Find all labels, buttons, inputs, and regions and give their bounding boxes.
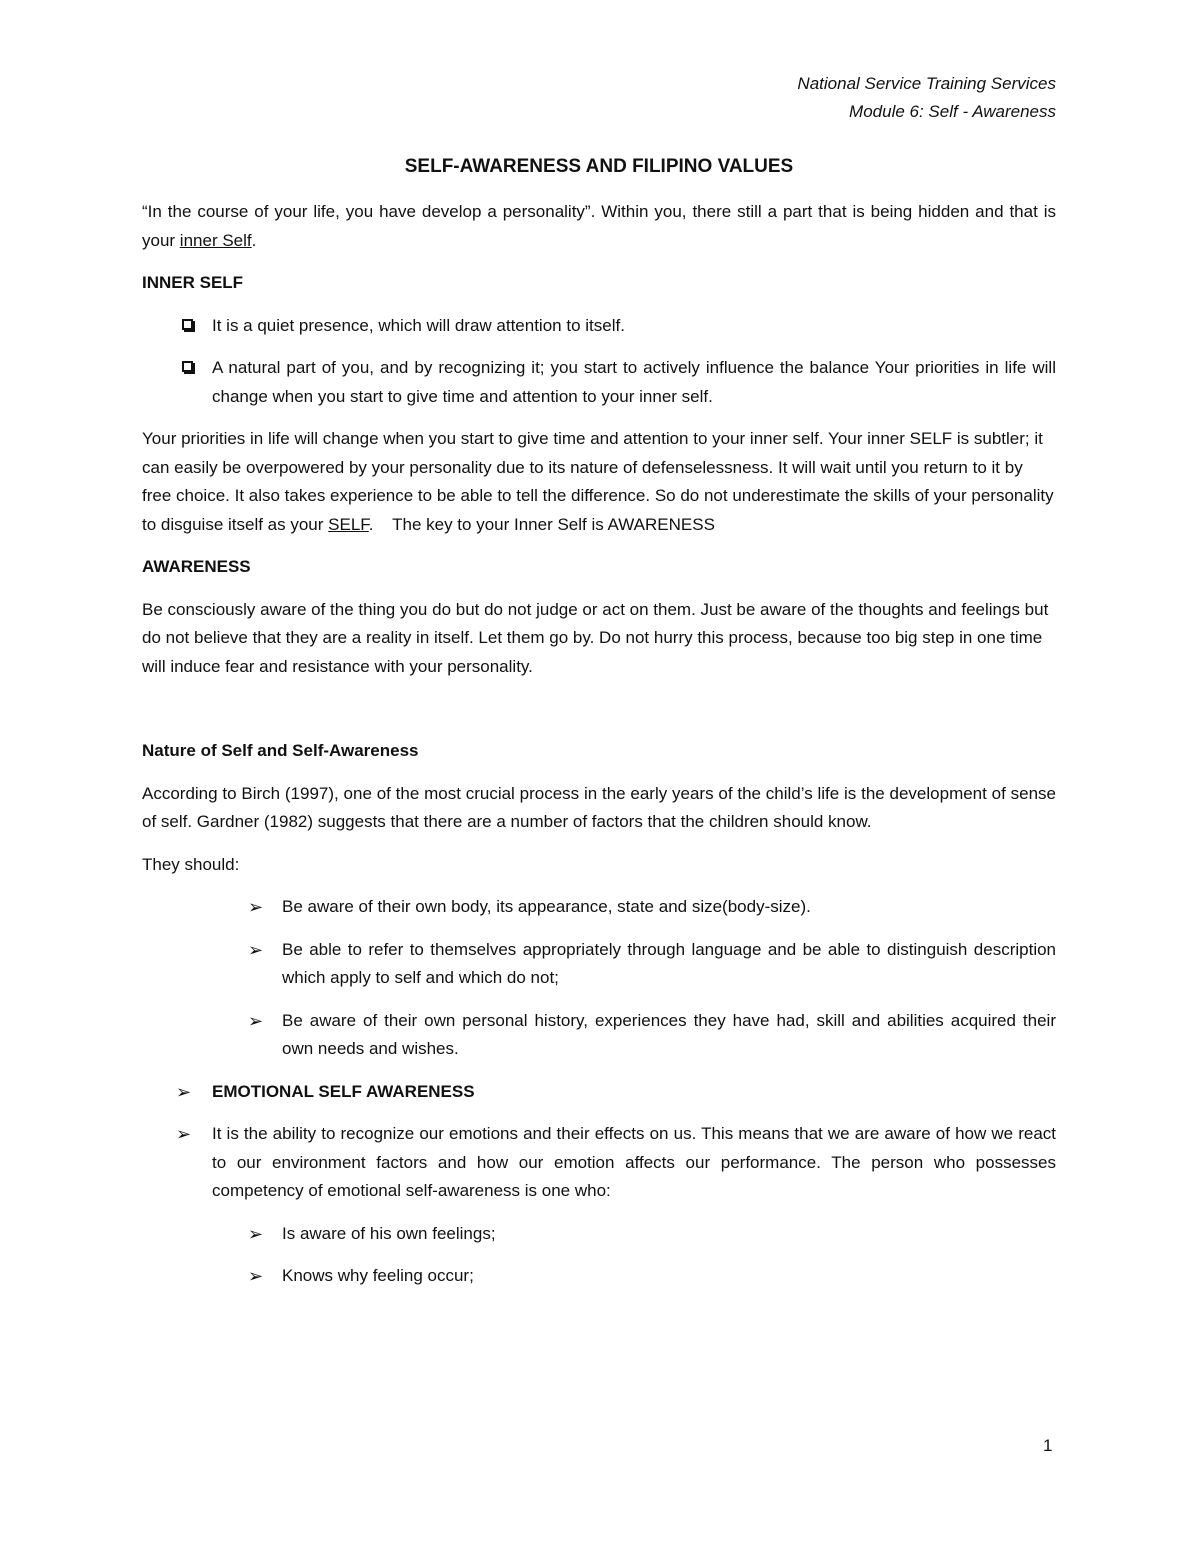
arrow-bullet-icon: ➢	[176, 1081, 192, 1102]
emotional-traits-list	[142, 1220, 1056, 1291]
children-should-list	[142, 893, 1056, 1064]
awareness-heading: AWARENESS	[142, 557, 251, 576]
arrow-bullet-icon: ➢	[176, 1124, 192, 1144]
nature-heading: Nature of Self and Self-Awareness	[142, 741, 419, 760]
nature-paragraph: According to Birch (1997), one of the most crucial process in the early years of the child’s life is the development of sense of self. Gardner (1982) suggests that there are a number of factors that the children should know.	[142, 783, 1056, 831]
inner-self-term: inner Self	[179, 230, 252, 250]
list-item-text: Is aware of his own feelings;	[282, 1223, 496, 1243]
list-item-text: Knows why feeling occur;	[282, 1266, 474, 1285]
arrow-bullet-icon: ➢	[248, 897, 264, 917]
list-item-text: It is a quiet presence, which will draw attention to itself.	[212, 315, 625, 335]
inner-self-heading: INNER SELF	[142, 273, 244, 292]
running-header	[142, 70, 1056, 126]
list-item	[142, 1120, 1056, 1206]
emotional-definition: It is the ability to recognize our emotions and their effects on us. This means that we are aware of how we react to our environment factors and how our emotion affects our performance. The person who possesses competency of emotional self-awareness is one who:	[212, 1124, 1056, 1200]
awareness-paragraph: Be consciously aware of the thing you do but do not judge or act on them. Just be aware of the thoughts and feelings but do not believe that they are a reality in itself. Let them go by. Do not hurry this process, because too big step in one time will induce fear and resistance with your personality.	[142, 599, 1049, 676]
inner-self-text-end: . The key to your Inner Self is AWARENESS	[368, 514, 715, 534]
intro-end: .	[251, 230, 257, 250]
intro-text: “In the course of your life, you have develop a personality”. Within you, there still a part that is being hidden and that is your	[142, 202, 1056, 250]
page-number: 1	[1043, 1436, 1053, 1455]
list-item	[142, 354, 1056, 411]
list-item	[142, 936, 1056, 993]
inner-self-list	[142, 312, 1056, 412]
list-item	[142, 1078, 1056, 1107]
list-item	[142, 1262, 1056, 1291]
list-item	[142, 893, 1056, 922]
document-title: SELF-AWARENESS AND FILIPINO VALUES	[404, 156, 794, 177]
list-item	[142, 1007, 1056, 1064]
emotional-heading: EMOTIONAL SELF AWARENESS	[212, 1081, 475, 1101]
they-should-label: They should:	[142, 854, 240, 874]
self-term: SELF	[328, 514, 369, 534]
document-page	[142, 70, 1056, 1305]
header-line-2: Module 6: Self - Awareness	[849, 102, 1056, 121]
inner-self-paragraph	[142, 425, 1056, 539]
checkbox-bullet-icon	[182, 361, 193, 372]
arrow-bullet-icon: ➢	[248, 1266, 264, 1286]
inner-self-text: Your priorities in life will change when you start to give time and attention to your inner self. Your inner SELF is subtler; it can easily be overpowered by your personality due to its nature of defenselessness. It will wait until you return to it by free choice. It also takes experience to be able to tell the difference. So do not underestimate the skills of your personality to disguise itself as your	[142, 429, 1054, 534]
list-item-text: Be aware of their own body, its appearance, state and size(body-size).	[282, 897, 811, 916]
arrow-bullet-icon: ➢	[248, 939, 264, 960]
list-item	[142, 312, 1056, 341]
spacer	[142, 695, 1056, 737]
arrow-bullet-icon: ➢	[248, 1010, 264, 1031]
intro-paragraph	[142, 198, 1056, 255]
checkbox-bullet-icon	[182, 319, 193, 330]
list-item	[142, 1220, 1056, 1249]
header-line-1: National Service Training Services	[797, 74, 1056, 93]
list-item-text: Be aware of their own personal history, experiences they have had, skill and abilities acquired their own needs and wishes.	[282, 1010, 1056, 1058]
emotional-list	[142, 1078, 1056, 1206]
list-item-text: A natural part of you, and by recognizing it; you start to actively influence the balance Your priorities in life will change when you start to give time and attention to your inner self.	[212, 358, 1056, 406]
arrow-bullet-icon: ➢	[248, 1223, 264, 1244]
list-item-text: Be able to refer to themselves appropriately through language and be able to distinguish description which apply to self and which do not;	[282, 939, 1056, 987]
